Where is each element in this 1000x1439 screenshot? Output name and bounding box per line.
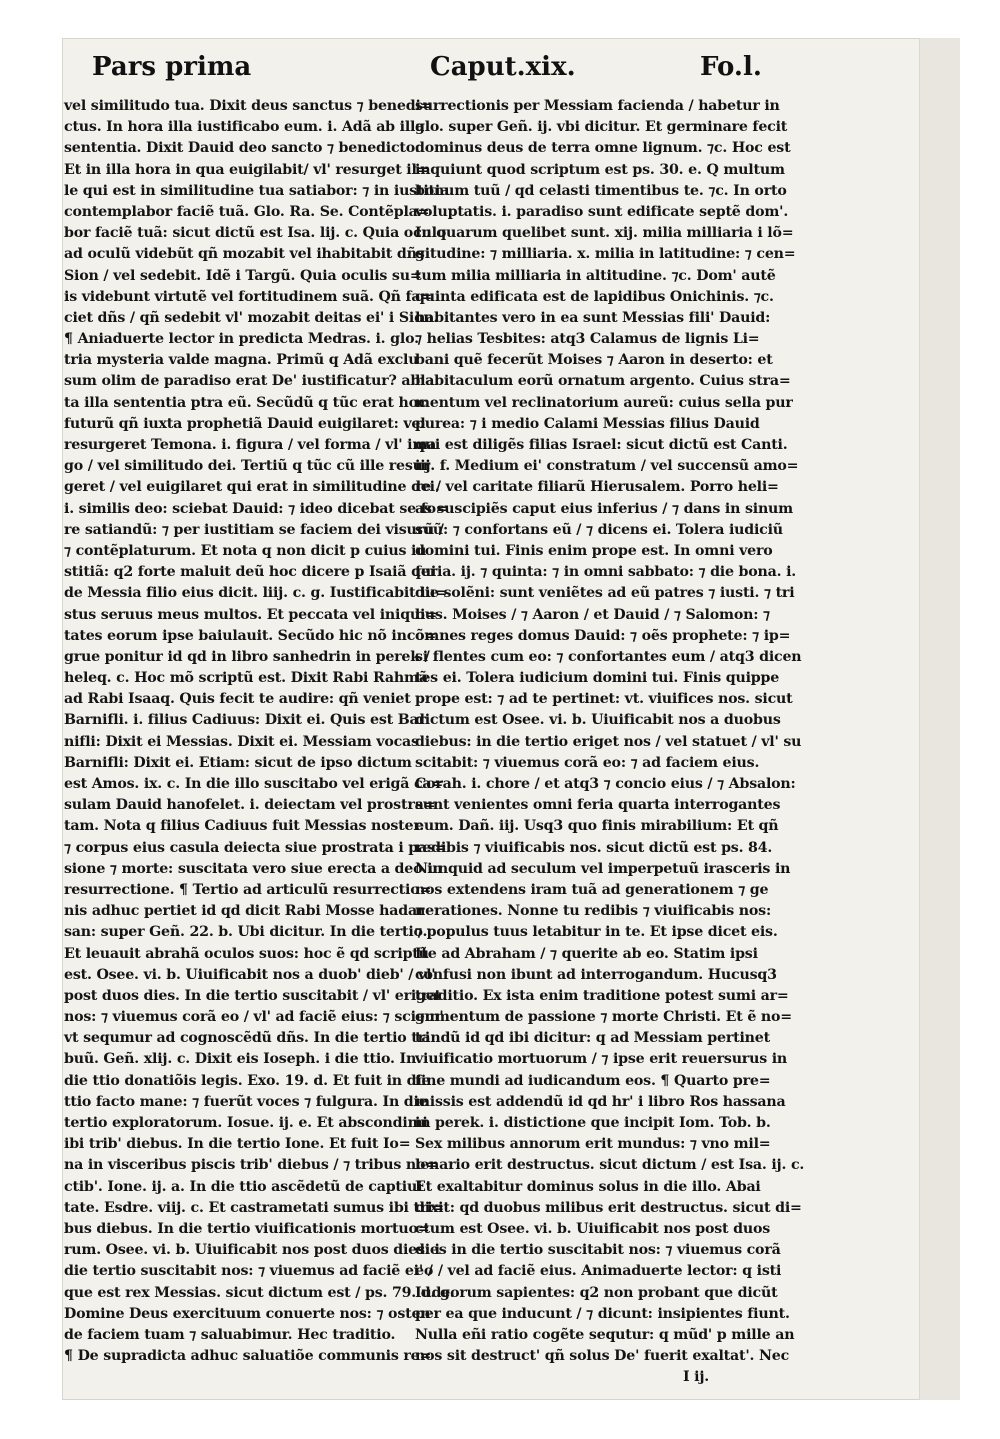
text-line: Sion / vel sedebit. Idẽ i Targũ. Quia oculis su= [64, 267, 422, 284]
text-line: resurgeret Temona. i. figura / vel forma / vl' ima [64, 437, 437, 453]
text-line: qui est diligẽs filias Israel: sicut dictũ est Canti. [415, 437, 788, 453]
text-line: feria. ij. ⁊ quinta: ⁊ in omni sabbato: ⁊ die bona. i. [415, 564, 797, 581]
text-line: tum milia milliaria in altitudine. ⁊c. Dom' autẽ [415, 267, 776, 284]
text-line: bonum tuũ / qd celasti timentibus te. ⁊c. In orto [415, 182, 787, 199]
text-line: diebus: in die tertio eriget nos / vel statuet / vl' su [415, 733, 802, 750]
text-line: ctus. In hora illa iustificabo eum. i. Adã ab illa [64, 119, 425, 136]
text-line: ad Rabi Isaaq. Quis fecit te audire: qñ veniet [64, 691, 411, 708]
running-head-left: Pars prima [92, 52, 252, 82]
text-line: ⁊ contẽplaturum. Et nota q non dicit p cuius iu [64, 542, 427, 559]
page-edge-shadow [919, 38, 960, 1400]
text-line: tria mysteria valde magna. Primũ q Adã exclu [64, 352, 419, 369]
text-line: habitantes vero in ea sunt Messias fili' Dauid: [415, 309, 771, 326]
text-line: na in visceribus piscis trib' diebus / ⁊ tribus no= [64, 1157, 437, 1174]
text-line: ctib'. Ione. ij. a. In die ttio ascẽdetũ de captiui [64, 1178, 423, 1195]
text-line: Et exaltabitur dominus solus in die illo. Abai [415, 1178, 761, 1195]
signature-mark: I ij. [682, 1369, 709, 1386]
text-line: nos: ⁊ viuemus corã eo / vl' ad faciẽ eius: ⁊ sciem' [64, 1009, 444, 1026]
text-line: In quarum quelibet sunt. xij. milia milliaria i lõ= [415, 225, 794, 242]
text-line: tandũ id qd ibi dicitur: q ad Messiam pertinet [415, 1030, 770, 1047]
text-line: domini tui. Finis enim prope est. In omni vero [415, 542, 773, 559]
text-line: redibis ⁊ viuificabis nos. sicut dictũ est ps. 84. [415, 839, 773, 856]
text-line: quinta edificata est de lapidibus Onichinis. ⁊c. [415, 288, 774, 305]
text-line: tam. Nota q filius Cadiuus fuit Messias noster. [64, 818, 425, 835]
text-line: geret / vel euigilaret qui erat in similitudine dei. [64, 479, 440, 496]
text-line: Et in illa hora in qua euigilabit/ vl' resurget il= [64, 161, 429, 178]
text-line: stus seruus meus multos. Et peccata vel iniqui= [64, 606, 437, 623]
text-line: die ttio donatiõis legis. Exo. 19. d. Et fuit in die [64, 1072, 431, 1089]
text-line: tes ei. Tolera iudicium domini tui. Finis quippe [415, 670, 780, 687]
text-line: sunt venientes omni feria quarta interrogantes [415, 797, 781, 814]
text-line: sum olim de paradiso erat De' iustificatur? abla [64, 373, 435, 390]
text-line: scitabit: ⁊ viuemus corã eo: ⁊ ad faciem eius. [415, 754, 760, 771]
text-line: gumentum de passione ⁊ morte Christi. Et ẽ no= [415, 1009, 792, 1026]
text-line: viuificatio mortuorum / ⁊ ipse erit reuersurus in [415, 1051, 788, 1068]
text-line: re satiandũ: ⁊ per iustitiam se faciem dei visurũ / [64, 521, 444, 538]
text-line: ⁊ corpus eius casula deiecta siue prostrata i pas= [64, 839, 447, 856]
text-line: as suscipiẽs caput eius inferius / ⁊ dans in sinum [415, 500, 793, 517]
text-line: per ea que inducunt / ⁊ dicunt: insipientes fiunt. [415, 1305, 790, 1322]
text-line: surrectionis per Messiam facienda / habetur in [415, 98, 780, 114]
text-line: ¶ De supradicta adhuc saluatiõe communis re= [64, 1348, 432, 1365]
text-line: buũ. Geñ. xlij. c. Dixit eis Ioseph. i die ttio. In [64, 1051, 417, 1068]
text-line: Nulla eñi ratio cogẽte sequtur: q mũd' p mille an [415, 1326, 795, 1343]
text-line: vel similitudo tua. Dixit deus sanctus ⁊ benedi= [64, 98, 433, 114]
text-line: Corah. i. chore / et atq3 ⁊ concio eius / ⁊ Absalon: [415, 776, 796, 792]
text-line: traditio. Ex ista enim traditione potest sumi ar= [415, 987, 789, 1004]
text-line: bus. Moises / ⁊ Aaron / et Dauid / ⁊ Salomon: ⁊ [415, 606, 770, 623]
text-line: ttio facto mane: ⁊ fuerũt voces ⁊ fulgura. In die [64, 1093, 428, 1110]
folio-number: Fo.l. [700, 52, 762, 82]
text-line: de Messia filio eius dicit. liij. c. g. Iustificabit iu= [64, 585, 448, 602]
text-line: resurrectione. ¶ Tertio ad articulũ resurrectio= [64, 881, 432, 898]
text-line: bor faciẽ tuã: sicut dictũ est Isa. lij. c. Quia oculo [64, 225, 447, 242]
text-line: i. similis deo: sciebat Dauid: ⁊ ideo dicebat se fo= [64, 500, 448, 517]
text-line: dictum est Osee. vi. b. Uiuificabit nos a duobus [415, 712, 781, 729]
text-line: sententia. Dixit Dauid deo sancto ⁊ benedicto. [64, 140, 420, 157]
text-line: prope est: ⁊ ad te pertinet: vt. viuifices nos. sicut [415, 691, 793, 708]
text-line: Domine Deus exercituum conuerte nos: ⁊ osten [64, 1305, 431, 1322]
text-line: mentum vel reclinatorium aureũ: cuius sella pur [415, 394, 793, 411]
text-line: eum. Dañ. iij. Usq3 quo finis mirabilium: Et qñ [415, 818, 779, 835]
text-line: voluptatis. i. paradiso sunt edificate septẽ dom'. [415, 203, 789, 220]
text-line: Nunquid ad seculum vel imperpetuũ irasceris in [415, 860, 791, 877]
text-line: vt sequmur ad cognoscẽdũ dñs. In die tertio tri [64, 1030, 431, 1047]
text-line: si flentes cum eo: ⁊ confortantes eum / atq3 dicen [415, 648, 802, 665]
text-line: sulam Dauid hanofelet. i. deiectam vel prostra= [64, 797, 436, 814]
text-line: Et leuauit abrahã oculos suos: hoc ẽ qd scriptũ [64, 945, 429, 962]
text-line: fine mundi ad iudicandum eos. ¶ Quarto pre= [415, 1072, 771, 1089]
text-line: ta illa sententia ptra eũ. Secũdũ q tũc erat hoc [64, 394, 427, 411]
text-line: que est rex Messias. sicut dictum est / ps. 79. d. g. [64, 1284, 455, 1301]
text-line: go / vel similitudo dei. Tertiũ q tũc cũ ille resur [64, 458, 431, 475]
text-line: omnes reges domus Dauid: ⁊ oẽs prophete: ⁊ ip= [415, 627, 791, 644]
text-line: grue ponitur id qd in libro sanhedrin in perek / [64, 648, 430, 665]
text-column-right [415, 96, 805, 1388]
text-line: dixit: qd duobus milibus erit destructus. sicut di= [415, 1199, 802, 1216]
text-line: nos extendens iram tuã ad generationem ⁊ ge [415, 881, 769, 898]
text-line: suũ: ⁊ confortans eũ / ⁊ dicens ei. Tolera iudiciũ [415, 521, 783, 538]
text-line: Ite ad Abraham / ⁊ querite ab eo. Statim ipsi [415, 945, 758, 962]
text-line: Barnifli. i. filius Cadiuus: Dixit ei. Quis est Bar [64, 712, 426, 729]
text-line: bus diebus. In die tertio viuificationis mortuo= [64, 1220, 430, 1237]
text-line: nerationes. Nonne tu redibis ⁊ viuificabis nos: [415, 903, 771, 920]
text-line: die solẽni: sunt veniẽtes ad eũ patres ⁊ iusti. ⁊ tri [415, 585, 795, 602]
text-line: est. Osee. vi. b. Uiuificabit nos a duob' dieb' / vl' [64, 966, 436, 983]
text-line: post duos dies. In die tertio suscitabit / vl' eriget [64, 987, 441, 1004]
text-line: ⁊ helias Tesbites: atq3 Calamus de lignis Li= [415, 331, 760, 348]
text-line: ctum est Osee. vi. b. Uiuificabit nos post duos [415, 1220, 770, 1237]
text-line: in perek. i. distictione que incipit Iom. Tob. b. [415, 1115, 771, 1131]
text-line: futurũ qñ iuxta prophetiã Dauid euigilaret: vel [64, 415, 426, 432]
text-line: glo. super Geñ. ij. vbi dicitur. Et germinare fecit [415, 119, 788, 136]
text-line: Sex milibus annorum erit mundus: ⁊ vno mil= [415, 1136, 771, 1153]
text-line: die tertio suscitabit nos: ⁊ viuemus ad faciẽ ei' / [64, 1263, 433, 1280]
text-line: dominus deus de terra omne lignum. ⁊c. Hoc est [415, 140, 791, 157]
text-line: tertio exploratorum. Iosue. ij. e. Et abscondimi [64, 1115, 428, 1131]
text-line: is videbunt virtutẽ vel fortitudinem suã. Qñ fa= [64, 288, 433, 305]
text-line: ⁊ populus tuus letabitur in te. Et ipse dicet eis. [415, 924, 778, 941]
text-line: confusi non ibunt ad interrogandum. Hucusq3 [415, 966, 777, 983]
text-line: Iudeorum sapientes: q2 non probant que dicũt [415, 1284, 778, 1301]
text-line: nis adhuc pertiet id qd dicit Rabi Mosse hadar [64, 903, 425, 920]
text-line: missis est addendũ id qd hr' i libro Ros hassana [415, 1093, 786, 1110]
text-line: eo / vel ad faciẽ eius. Animaduerte lector: q isti [415, 1263, 782, 1280]
text-line: contemplabor faciẽ tuã. Glo. Ra. Se. Contẽpla= [64, 203, 430, 220]
text-line: de faciem tuam ⁊ saluabimur. Hec traditio. [64, 1326, 396, 1343]
text-line: gitudine: ⁊ milliaria. x. milia in latitudine: ⁊ cen= [415, 246, 796, 263]
text-line: ad oculũ videbũt qñ mozabit vel ihabitabit dñs [64, 246, 425, 263]
text-line: heleq. c. Hoc mõ scriptũ est. Dixit Rabi Rahmã [64, 670, 428, 687]
text-line: dies in die tertio suscitabit nos: ⁊ viuemus corã [415, 1242, 781, 1259]
text-line: ibi trib' diebus. In die tertio Ione. Et fuit Io= [64, 1136, 411, 1153]
running-head-center: Caput.xix. [430, 52, 576, 82]
text-line: nifli: Dixit ei Messias. Dixit ei. Messiam vocas [64, 733, 419, 750]
text-line: stitiã: q2 forte maluit deũ hoc dicere p Isaiã qui [64, 564, 437, 581]
text-line: lenario erit destructus. sicut dictum / est Isa. ij. c. [415, 1157, 805, 1174]
text-line: iij. f. Medium ei' constratum / vel succensũ amo= [415, 458, 799, 475]
text-line: rum. Osee. vi. b. Uiuificabit nos post duos dies: i [64, 1242, 440, 1259]
text-line: sione ⁊ morte: suscitata vero siue erecta a deo in [64, 860, 443, 877]
text-line: ¶ Aniaduerte lector in predicta Medras. i. glo. [64, 331, 419, 348]
text-line: inquiunt quod scriptum est ps. 30. e. Q multum [415, 161, 785, 178]
text-line: tate. Esdre. viij. c. Et castrametati sumus ibi tri= [64, 1199, 444, 1216]
text-column-left [64, 96, 455, 1367]
text-line: ciet dñs / qñ sedebit vl' mozabit deitas ei' i Sion. [64, 309, 439, 326]
text-line: est Amos. ix. c. In die illo suscitabo vel erigã ca= [64, 776, 444, 792]
text-line: tates eorum ipse baiulauit. Secũdo hic nõ incõ= [64, 627, 437, 644]
text-line: re / vel caritate filiarũ Hierusalem. Porro heli= [415, 479, 779, 496]
text-line: purea: ⁊ i medio Calami Messias filius Dauid [415, 415, 760, 432]
text-line: Barnifli: Dixit ei. Etiam: sicut de ipso dictum [64, 754, 412, 771]
text-line: habitaculum eorũ ornatum argento. Cuius stra= [415, 373, 791, 390]
text-line: le qui est in similitudine tua satiabor: ⁊ in iustitia [64, 182, 450, 199]
text-line: san: super Geñ. 22. b. Ubi dicitur. In die tertio. [64, 924, 428, 941]
text-line: nos sit destruct' qñ solus De' fuerit exaltat'. Nec [415, 1348, 790, 1365]
text-line: bani quẽ fecerũt Moises ⁊ Aaron in deserto: et [415, 352, 773, 369]
